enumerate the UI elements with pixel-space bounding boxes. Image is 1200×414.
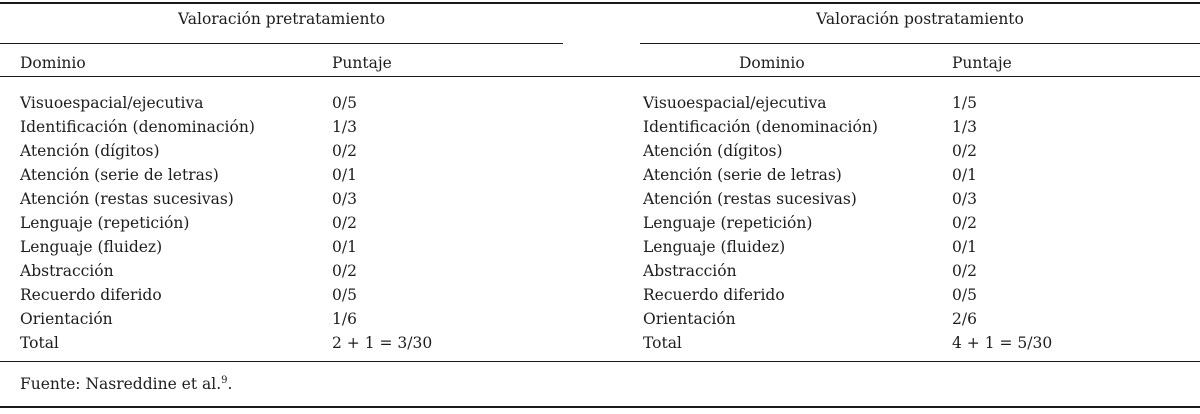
post-score-cell: 0/1 xyxy=(952,166,977,184)
post-score-cell: 0/3 xyxy=(952,190,977,208)
post-domain-cell: Atención (restas sucesivas) xyxy=(643,190,857,208)
pre-domain-cell: Orientación xyxy=(20,310,113,328)
post-domain-column-header: Dominio xyxy=(739,54,805,72)
pre-score-column-header: Puntaje xyxy=(332,54,392,72)
table-row xyxy=(0,91,1200,115)
table-row xyxy=(0,235,1200,259)
post-domain-cell: Recuerdo diferido xyxy=(643,286,785,304)
pre-score-cell: 0/1 xyxy=(332,166,357,184)
pretreatment-group-title: Valoración pretratamiento xyxy=(177,10,386,28)
pre-score-cell: 0/5 xyxy=(332,286,357,304)
table-row xyxy=(0,163,1200,187)
pre-domain-column-header: Dominio xyxy=(20,54,86,72)
pre-domain-cell: Atención (serie de letras) xyxy=(20,166,219,184)
table-top-rule xyxy=(0,2,1200,4)
pre-score-cell: 0/2 xyxy=(332,142,357,160)
pre-score-cell: 0/2 xyxy=(332,214,357,232)
post-score-cell: 1/3 xyxy=(952,118,977,136)
pre-domain-cell: Visuoespacial/ejecutiva xyxy=(20,94,204,112)
footnote-reference: 9 xyxy=(221,374,228,386)
table-footnote xyxy=(20,373,232,395)
post-domain-cell: Lenguaje (fluidez) xyxy=(643,238,786,256)
pre-domain-cell: Lenguaje (fluidez) xyxy=(20,238,163,256)
pre-domain-cell: Recuerdo diferido xyxy=(20,286,162,304)
table-row xyxy=(0,211,1200,235)
post-score-cell: 1/5 xyxy=(952,94,977,112)
pre-domain-cell: Identificación (denominación) xyxy=(20,118,255,136)
pre-score-cell: 1/6 xyxy=(332,310,357,328)
pre-score-cell: 1/3 xyxy=(332,118,357,136)
footnote-text: Fuente: Nasreddine et al. xyxy=(20,375,222,393)
pre-score-cell: 0/3 xyxy=(332,190,357,208)
post-domain-cell: Visuoespacial/ejecutiva xyxy=(643,94,827,112)
pre-score-cell: 0/1 xyxy=(332,238,357,256)
pre-domain-cell: Lenguaje (repetición) xyxy=(20,214,190,232)
pre-score-cell: 2 + 1 = 3/30 xyxy=(332,334,433,352)
table-row xyxy=(0,139,1200,163)
table-row xyxy=(0,259,1200,283)
post-domain-cell: Atención (serie de letras) xyxy=(643,166,842,184)
table-row xyxy=(0,187,1200,211)
post-score-column-header: Puntaje xyxy=(952,54,1012,72)
post-score-cell: 0/2 xyxy=(952,262,977,280)
pre-score-cell: 0/5 xyxy=(332,94,357,112)
post-domain-cell: Identificación (denominación) xyxy=(643,118,878,136)
table-bottom-rule xyxy=(0,406,1200,408)
pre-domain-cell: Total xyxy=(20,334,59,352)
post-domain-cell: Total xyxy=(643,334,682,352)
post-score-cell: 4 + 1 = 5/30 xyxy=(952,334,1053,352)
post-score-cell: 0/2 xyxy=(952,142,977,160)
post-score-cell: 0/2 xyxy=(952,214,977,232)
table-row xyxy=(0,283,1200,307)
pre-domain-cell: Atención (dígitos) xyxy=(20,142,160,160)
table-row xyxy=(0,115,1200,139)
pre-domain-cell: Atención (restas sucesivas) xyxy=(20,190,234,208)
post-domain-cell: Lenguaje (repetición) xyxy=(643,214,813,232)
footnote-suffix: . xyxy=(227,375,233,393)
header-rule xyxy=(0,76,1200,77)
pretreatment-group-rule xyxy=(0,43,563,44)
table-body xyxy=(0,91,1200,355)
post-domain-cell: Atención (dígitos) xyxy=(643,142,783,160)
footnote-rule xyxy=(0,361,1200,362)
post-domain-cell: Abstracción xyxy=(643,262,737,280)
posttreatment-group-title: Valoración postratamiento xyxy=(816,10,1024,28)
table-row xyxy=(0,307,1200,331)
post-score-cell: 0/5 xyxy=(952,286,977,304)
post-score-cell: 0/1 xyxy=(952,238,977,256)
posttreatment-group-rule xyxy=(640,43,1200,44)
post-score-cell: 2/6 xyxy=(952,310,977,328)
pre-score-cell: 0/2 xyxy=(332,262,357,280)
pre-domain-cell: Abstracción xyxy=(20,262,114,280)
table-row xyxy=(0,331,1200,355)
post-domain-cell: Orientación xyxy=(643,310,736,328)
